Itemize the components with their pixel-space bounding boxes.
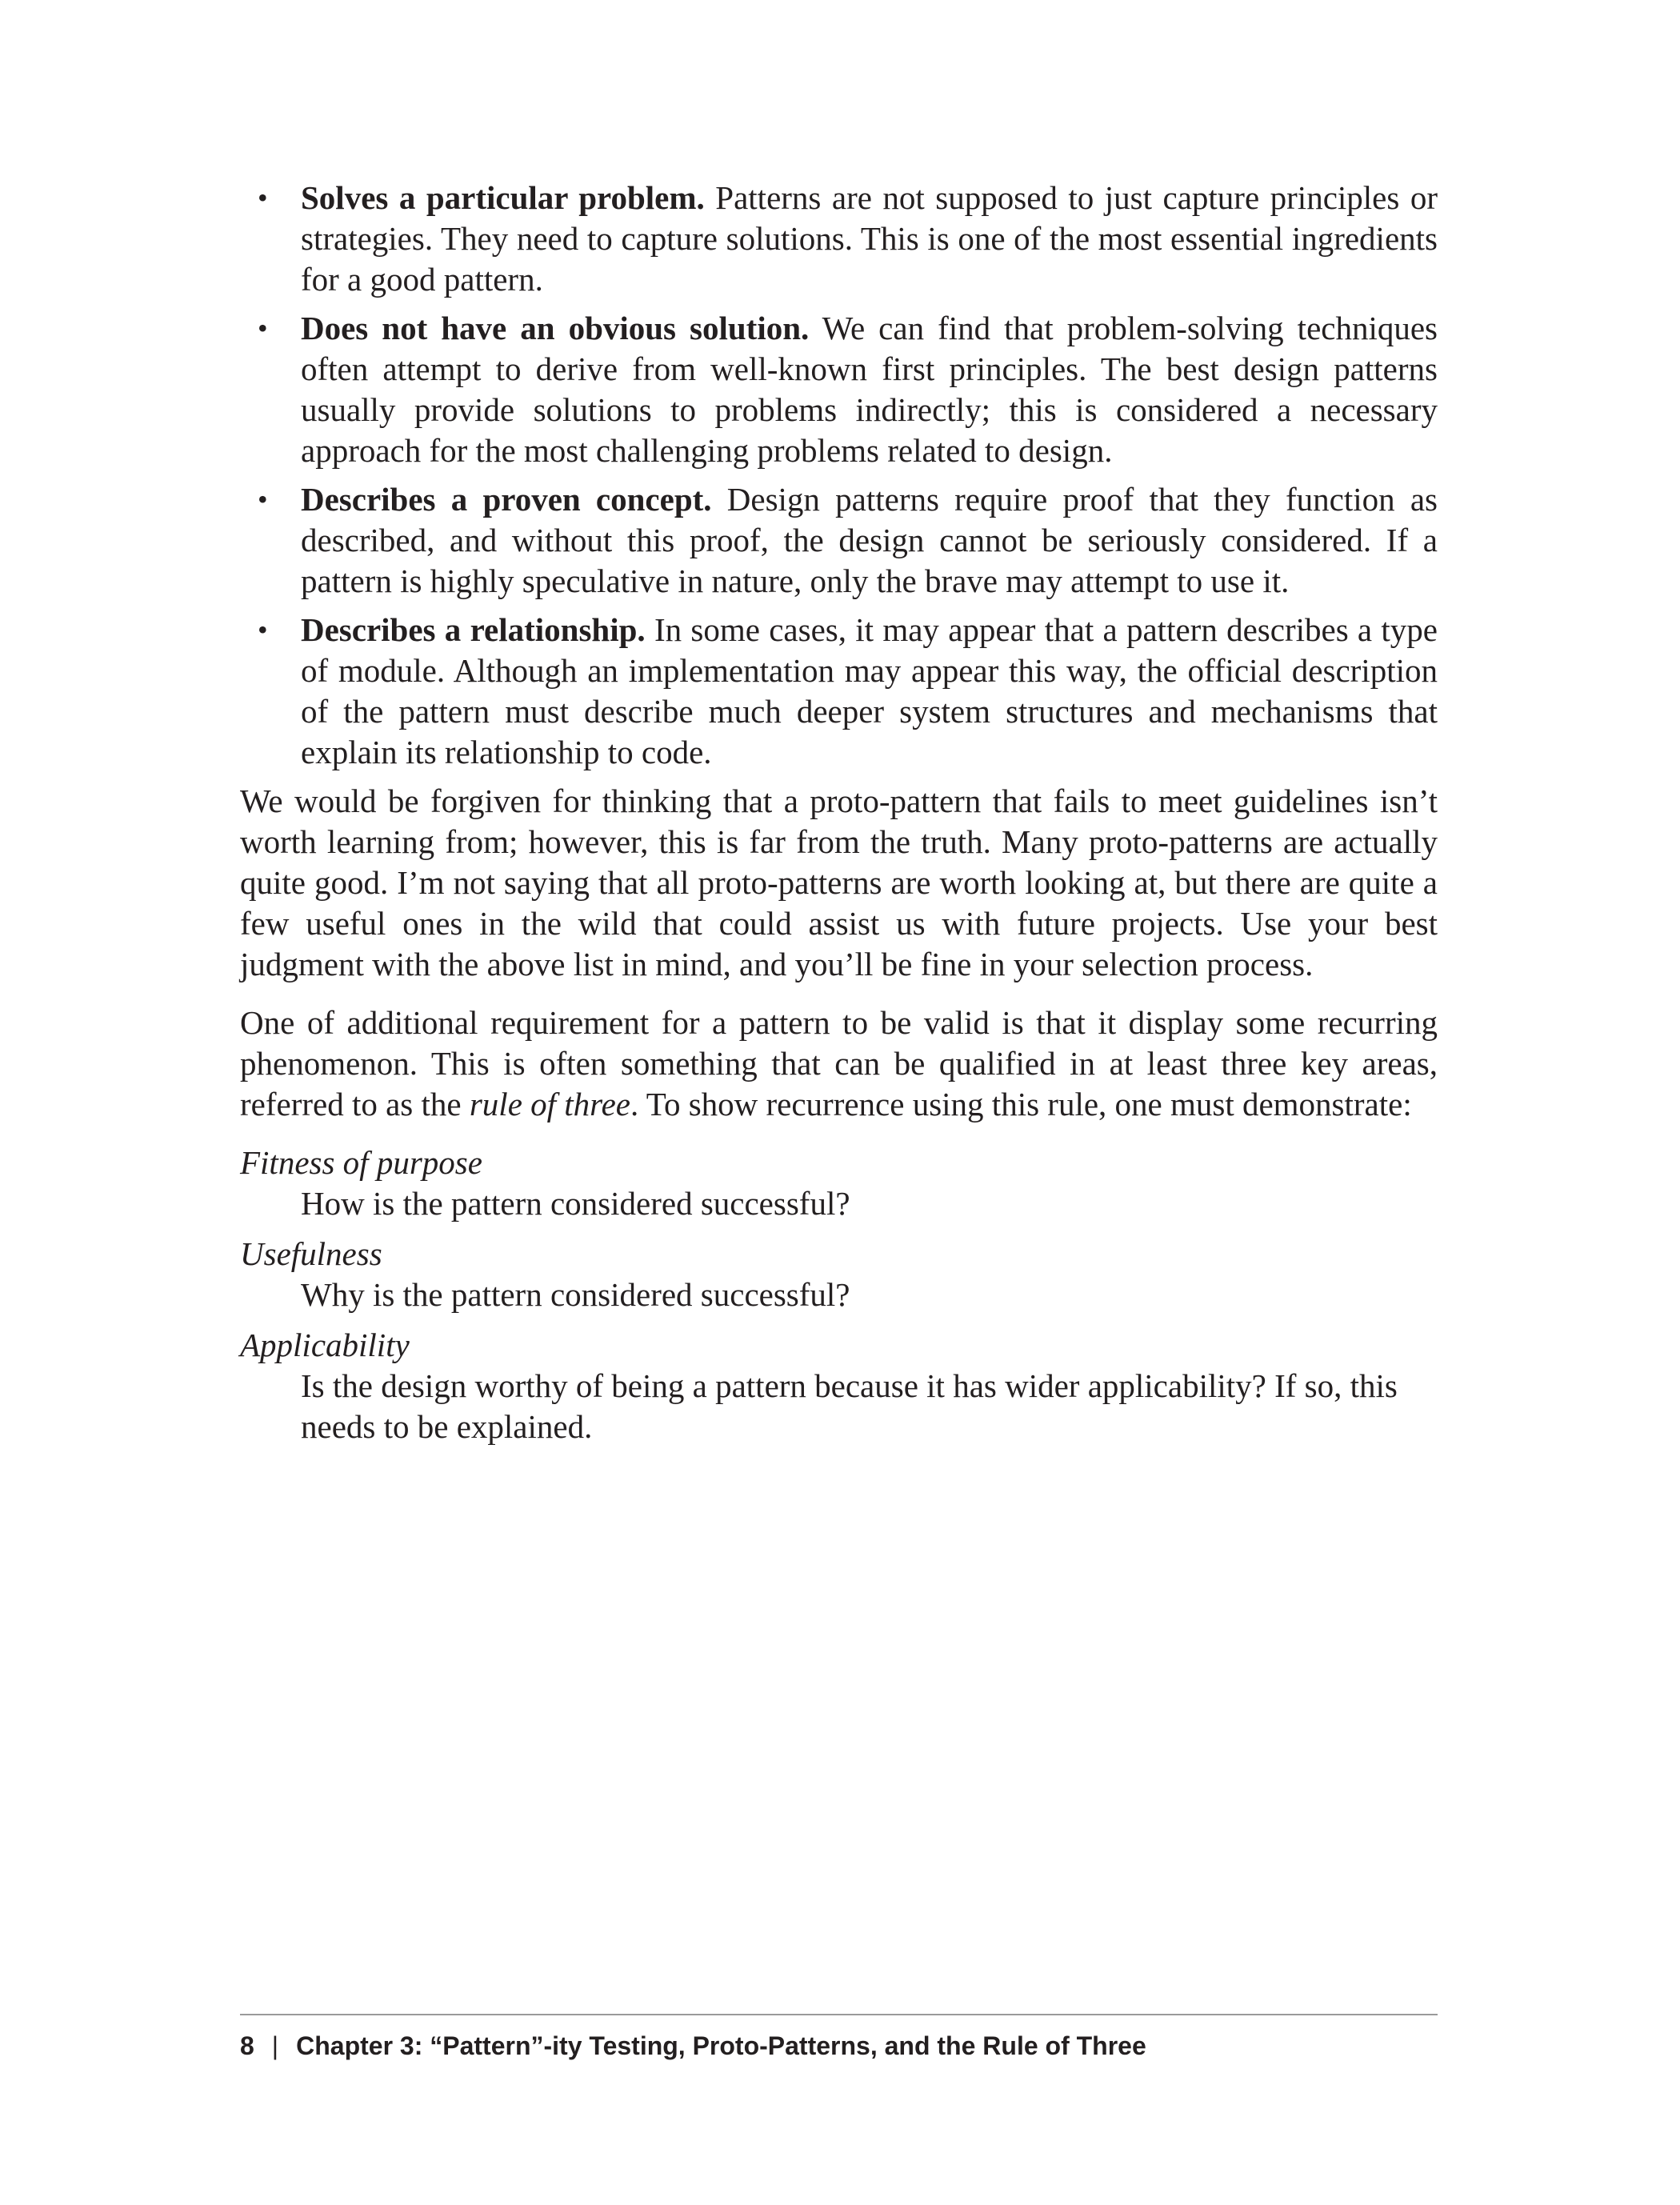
rule-of-three-emphasis: rule of three — [469, 1086, 630, 1123]
page-number: 8 — [240, 2031, 254, 2060]
definition-term: Usefulness — [240, 1235, 382, 1272]
bullet-icon: • — [258, 614, 268, 646]
bullet-term: Solves a particular problem. — [301, 179, 705, 216]
definition-term: Applicability — [240, 1327, 410, 1363]
page-content — [240, 178, 1438, 1457]
bullet-text: Patterns are not supposed to just capture principles or strategies. They need to capture solutions. This is one of the most essential ingredients for a good pattern. — [301, 179, 1438, 298]
paragraph-text-after: . To show recurrence using this rule, one must demonstrate: — [630, 1086, 1412, 1123]
chapter-title: Chapter 3: “Pattern”-ity Testing, Proto-Patterns, and the Rule of Three — [296, 2031, 1146, 2060]
bullet-term: Describes a relationship. — [301, 611, 646, 648]
bullet-item — [240, 178, 1438, 300]
bullet-text: We can find that problem-solving techniques often attempt to derive from well-known first principles. The best design patterns usually provide solutions to problems indirectly; this is considered a necessary approach for the most challenging problems related to design. — [301, 310, 1438, 469]
rule-of-three-definitions — [240, 1143, 1438, 1447]
page-footer — [240, 2030, 1146, 2062]
proto-pattern-paragraph: We would be forgiven for thinking that a proto-pattern that fails to meet guidelines isn’t worth learning from; however, this is far from the truth. Many proto-patterns are actually quite good. I’m not saying that all proto-patterns are worth looking at, but there are quite a few useful ones in the wild that could assist us with future projects. Use your best judgment with the above list in mind, and you’ll be fine in your selection process. — [240, 782, 1438, 982]
definition-description: How is the pattern considered successful? — [301, 1185, 850, 1222]
bullet-term: Does not have an obvious solution. — [301, 310, 810, 346]
bullet-item — [240, 610, 1438, 773]
bullet-item — [240, 479, 1438, 602]
bullet-text: Design patterns require proof that they function as described, and without this proof, the design cannot be seriously considered. If a pattern is highly speculative in nature, only the brave may attempt to use it. — [301, 481, 1438, 599]
rule-of-three-paragraph — [240, 1002, 1438, 1125]
definition-description: Is the design worthy of being a pattern because it has wider applicability? If so, this needs to be explained. — [301, 1367, 1398, 1445]
bullet-icon: • — [258, 483, 268, 515]
definition-term: Fitness of purpose — [240, 1144, 482, 1181]
definition-description: Why is the pattern considered successful? — [301, 1276, 850, 1313]
criteria-bullet-list — [240, 178, 1438, 773]
bullet-icon: • — [258, 312, 268, 344]
bullet-term: Describes a proven concept. — [301, 481, 712, 518]
bullet-icon: • — [258, 182, 268, 214]
footer-separator: | — [271, 2031, 279, 2060]
footer-divider — [240, 2014, 1438, 2015]
paragraph-text-before: One of additional requirement for a pattern to be valid is that it display some recurring phenomenon. This is often something that can be qualified in at least three key areas, referred to as the — [240, 1004, 1438, 1123]
bullet-item — [240, 308, 1438, 471]
bullet-text: In some cases, it may appear that a pattern describes a type of module. Although an implementation may appear this way, the official description of the pattern must describe much deeper system structures and mechanisms that explain its relationship to code. — [301, 611, 1438, 770]
